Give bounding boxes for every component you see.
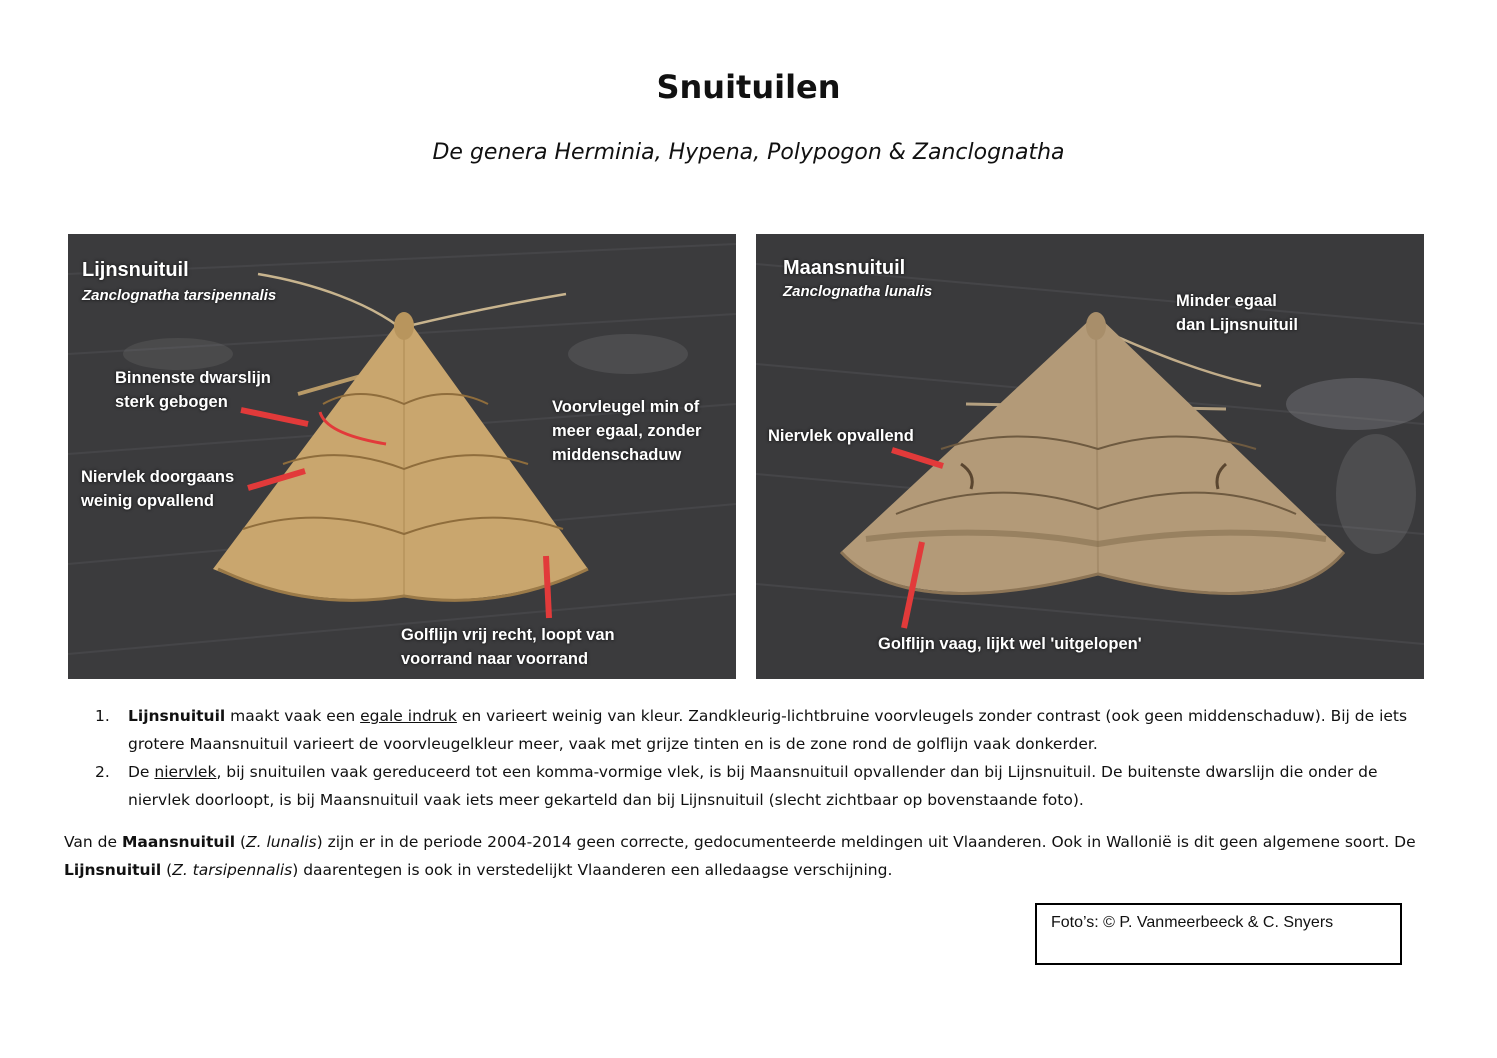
- italic-term: Z. lunalis: [246, 833, 317, 851]
- species-name: Lijnsnuituil: [82, 259, 189, 281]
- para-text: ) daarentegen is ook in verstedelijkt Vlaanderen een alledaagse verschijning.: [292, 861, 893, 879]
- annotation-golflijn: Golflijn vaag, lijkt wel 'uitgelopen': [878, 635, 1142, 653]
- annotation-niervlek: Niervlek doorgaans weinig opvallend: [81, 468, 235, 510]
- para-text: (: [235, 833, 246, 851]
- page-subtitle: De genera Herminia, Hypena, Polypogon & Zanclognatha: [432, 140, 1065, 165]
- photo-maansnuituil: [756, 234, 1424, 679]
- photo-lijnsnuituil: [68, 234, 736, 679]
- annotation-minder-egaal: Minder egaal dan Lijnsnuituil: [1176, 292, 1298, 334]
- list-number: 1.: [95, 707, 110, 725]
- comparison-list: [92, 702, 1437, 814]
- para-text: Van de: [64, 833, 122, 851]
- bold-term: Maansnuituil: [121, 833, 236, 851]
- list-item: [92, 758, 1437, 814]
- bold-term: Lijnsnuituil: [64, 861, 162, 879]
- italic-term: Z. tarsipennalis: [172, 861, 293, 879]
- annotation-golflijn: Golflijn vrij recht, loopt van voorrand naar voorrand: [401, 626, 615, 668]
- species-name: Maansnuituil: [783, 257, 906, 279]
- list-text: en varieert weinig van kleur. Zandkleurig-lichtbruine voorvleugels zonder contrast (ook geen middenschaduw). Bij de iets grotere Maansnuituil varieert de voorvleugelkleur meer, vaak met grijze tinten en is de zone rond de golflijn vaak donkerder.: [128, 707, 1408, 753]
- list-item: [92, 702, 1437, 758]
- list-text: De: [128, 763, 155, 781]
- underlined-term: egale indruk: [360, 707, 457, 725]
- photo-credit-box: Foto’s: © P. Vanmeerbeeck & C. Snyers: [1035, 903, 1402, 965]
- body-paragraph: [64, 828, 1442, 884]
- page-title: Snuituilen: [656, 68, 841, 106]
- para-text: ) zijn er in de periode 2004-2014 geen correcte, gedocumenteerde meldingen uit Vlaanderen. Ook in Wallonië is dit geen algemene soort. De: [316, 833, 1416, 851]
- annotation-binnenste-dwarslijn: Binnenste dwarslijn sterk gebogen: [115, 369, 271, 411]
- annotation-niervlek: Niervlek opvallend: [768, 427, 914, 445]
- list-number: 2.: [95, 763, 110, 781]
- species-latin-name: Zanclognatha lunalis: [783, 283, 933, 300]
- bold-term: Lijnsnuituil: [128, 707, 226, 725]
- annotation-voorvleugel: Voorvleugel min of meer egaal, zonder middenschaduw: [552, 398, 702, 464]
- species-latin-name: Zanclognatha tarsipennalis: [82, 287, 277, 304]
- list-text: maakt vaak een: [225, 707, 361, 725]
- underlined-term: niervlek: [154, 763, 217, 781]
- para-text: (: [161, 861, 173, 879]
- list-text: , bij snuituilen vaak gereduceerd tot een komma-vormige vlek, is bij Maansnuituil opvallender dan bij Lijnsnuituil. De buitenste dwarslijn die onder de niervlek doorloopt, is bij Maansnuituil vaak iets meer gekarteld dan bij Lijnsnuituil (slecht zichtbaar op bovenstaande foto).: [128, 763, 1378, 809]
